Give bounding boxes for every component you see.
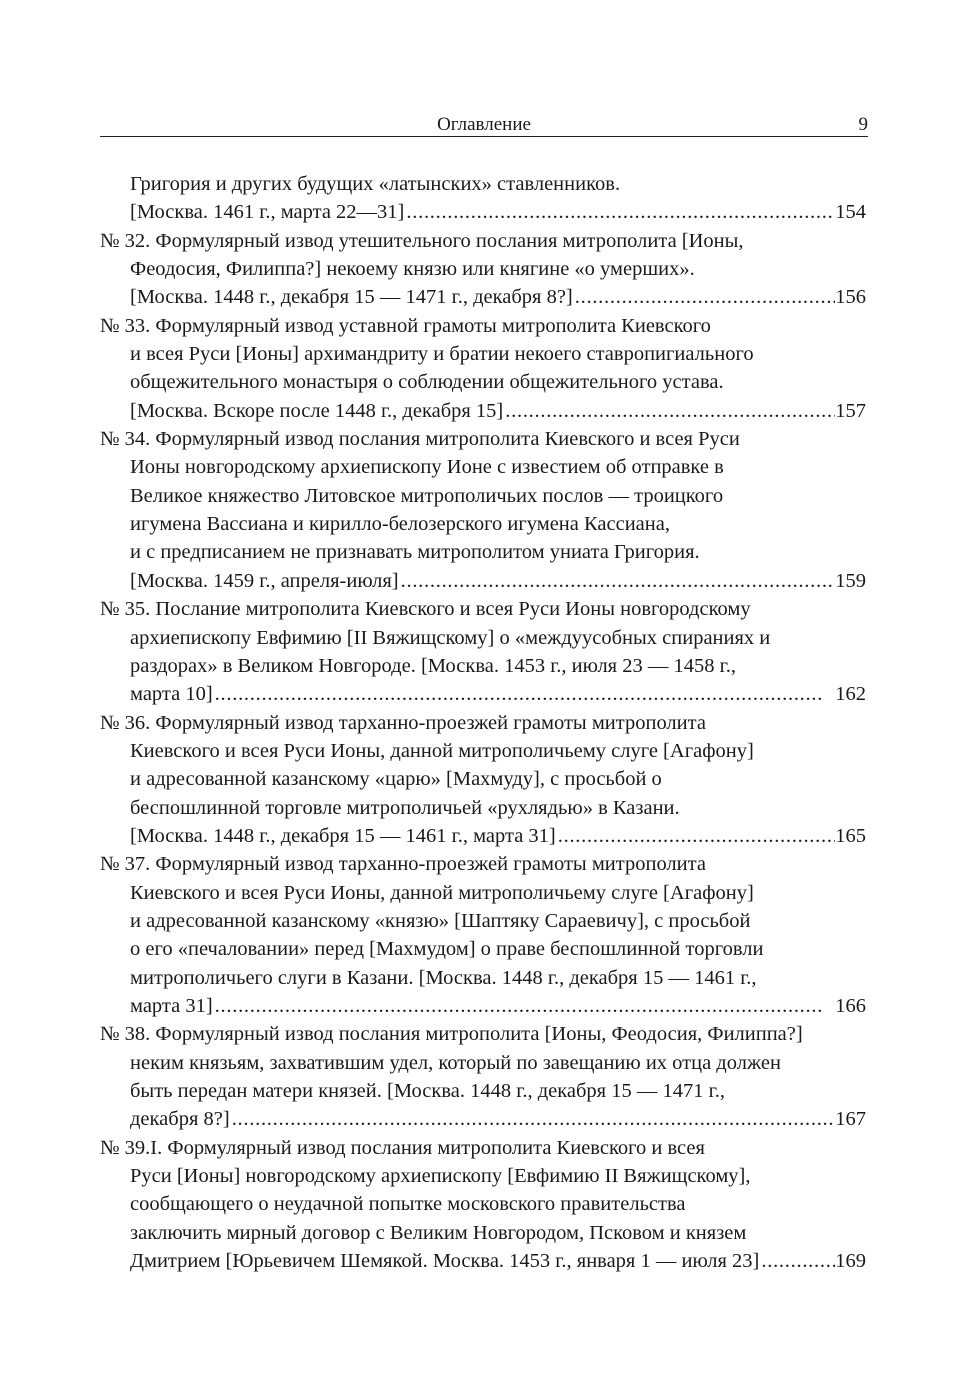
toc-entry-line: архиепископу Евфимию [II Вяжищскому] о «междуусобных спираниях и (130, 626, 771, 649)
toc-entry-line: сообщающего о неудачной попытке московского правительства (130, 1193, 686, 1216)
toc-entry-line: № 37. Формулярный извод тарханно-проезжей грамоты митрополита (100, 853, 706, 876)
toc-entry (100, 227, 866, 312)
toc-entry-last-line: [Москва. Вскоре после 1448 г., декабря 15] (130, 399, 504, 422)
toc-entry-page: 157 (835, 399, 866, 422)
toc-entry-line: Феодосия, Филиппа?] некоему князю или княгине «о умерших». (130, 258, 695, 281)
running-header (100, 112, 868, 137)
toc-entry (100, 170, 866, 227)
toc-entry-leader-line (100, 992, 866, 1020)
toc-entry-page: 166 (835, 994, 866, 1017)
toc-entry-line: Руси [Ионы] новгородскому архиепископу [Евфимию II Вяжищскому], (130, 1165, 751, 1188)
toc-entry-leader-line (100, 1105, 866, 1133)
toc-entry-line: № 39.I. Формулярный извод послания митрополита Киевского и всея (100, 1136, 705, 1159)
toc-entry-line: и с предписанием не признавать митрополитом униата Григория. (130, 541, 700, 564)
dot-leader (213, 992, 836, 1020)
toc-entry-page: 156 (835, 286, 866, 309)
toc-entry-line: № 33. Формулярный извод уставной грамоты митрополита Киевского (100, 314, 711, 337)
toc-entry-last-line: декабря 8?] (130, 1108, 230, 1131)
toc-entry-line: беспошлинной торговле митрополичьей «рухлядью» в Казани. (130, 796, 680, 819)
toc-entry-leader-line (100, 822, 866, 850)
toc-entry-line: и всея Руси [Ионы] архимандриту и братии некоего ставропигиального (130, 343, 754, 366)
toc-entry-last-line: марта 31] (130, 994, 213, 1017)
dot-leader (399, 567, 836, 595)
dot-leader (503, 397, 835, 425)
toc-entry-line: Киевского и всея Руси Ионы, данной митрополичьему слуге [Агафону] (130, 739, 754, 762)
toc-entry-leader-line (100, 680, 866, 708)
toc-entry-line: о его «печаловании» перед [Махмудом] о праве беспошлинной торговли (130, 938, 764, 961)
table-of-contents (100, 170, 866, 1275)
toc-entry-line: неким князьям, захватившим удел, который по завещанию их отца должен (130, 1051, 781, 1074)
toc-entry-leader-line (100, 1247, 866, 1275)
toc-entry (100, 850, 866, 1020)
toc-entry-last-line: [Москва. 1448 г., декабря 15 — 1471 г., декабря 8?] (130, 286, 573, 309)
toc-entry-line: № 38. Формулярный извод послания митрополита [Ионы, Феодосия, Филиппа?] (100, 1023, 803, 1046)
page-number: 9 (858, 114, 868, 135)
dot-leader (213, 680, 836, 708)
toc-entry (100, 1020, 866, 1133)
toc-entry-line: Григория и других будущих «латынских» ставленников. (130, 173, 621, 195)
toc-entry-leader-line (100, 397, 866, 425)
toc-entry-page: 167 (835, 1108, 866, 1131)
toc-entry-page: 169 (835, 1250, 866, 1273)
toc-entry-line: № 32. Формулярный извод утешительного послания митрополита [Ионы, (100, 229, 744, 252)
toc-entry-line: Великое княжество Литовское митрополичьих послов — троицкого (130, 484, 724, 507)
toc-entry (100, 425, 866, 595)
toc-entry-line: Ионы новгородскому архиепископу Ионе с известием об отправке в (130, 456, 724, 479)
dot-leader (230, 1105, 836, 1133)
toc-entry-page: 154 (835, 201, 866, 224)
toc-entry-line: заключить мирный договор с Великим Новгородом, Псковом и князем (130, 1221, 747, 1244)
dot-leader (556, 822, 836, 850)
toc-entry-last-line: марта 10] (130, 683, 213, 706)
toc-entry-line: № 35. Послание митрополита Киевского и всея Руси Ионы новгородскому (100, 598, 751, 621)
toc-entry-last-line: [Москва. 1461 г., марта 22—31] (130, 201, 405, 224)
toc-entry-line: раздорах» в Великом Новгороде. [Москва. 1453 г., июля 23 — 1458 г., (130, 654, 736, 677)
toc-entry (100, 1134, 866, 1276)
toc-entry-line: общежительного монастыря о соблюдении общежительного устава. (130, 371, 724, 394)
toc-entry-line: Киевского и всея Руси Ионы, данной митрополичьему слуге [Агафону] (130, 881, 754, 904)
running-head-title: Оглавление (437, 114, 531, 135)
toc-entry-last-line: [Москва. 1448 г., декабря 15 — 1461 г., марта 31] (130, 824, 556, 847)
toc-entry-leader-line (100, 567, 866, 595)
toc-entry-leader-line (100, 283, 866, 311)
dot-leader (573, 283, 835, 311)
toc-entry-last-line: [Москва. 1459 г., апреля-июля] (130, 569, 399, 592)
toc-entry-page: 162 (835, 683, 866, 706)
toc-entry-line: № 36. Формулярный извод тарханно-проезжей грамоты митрополита (100, 711, 706, 734)
toc-entry-page: 165 (835, 824, 866, 847)
dot-leader (404, 198, 835, 226)
toc-entry-line: игумена Вассиана и кирилло-белозерского игумена Кассиана, (130, 513, 670, 536)
toc-entry-page: 159 (835, 569, 866, 592)
toc-entry (100, 595, 866, 708)
toc-entry-line: № 34. Формулярный извод послания митрополита Киевского и всея Руси (100, 428, 740, 451)
toc-entry-line: быть передан матери князей. [Москва. 1448 г., декабря 15 — 1471 г., (130, 1080, 725, 1102)
dot-leader (759, 1247, 835, 1275)
toc-entry-line: и адресованной казанскому «князю» [Шаптяку Сараевичу], с просьбой (130, 909, 751, 932)
toc-entry (100, 709, 866, 851)
toc-entry-leader-line (100, 198, 866, 226)
toc-entry-line: и адресованной казанскому «царю» [Махмуду], с просьбой о (130, 768, 662, 791)
toc-entry-line: митрополичьего слуги в Казани. [Москва. 1448 г., декабря 15 — 1461 г., (130, 966, 757, 989)
toc-entry-last-line: Дмитрием [Юрьевичем Шемякой. Москва. 1453 г., января 1 — июля 23] (130, 1250, 760, 1273)
toc-entry (100, 312, 866, 425)
